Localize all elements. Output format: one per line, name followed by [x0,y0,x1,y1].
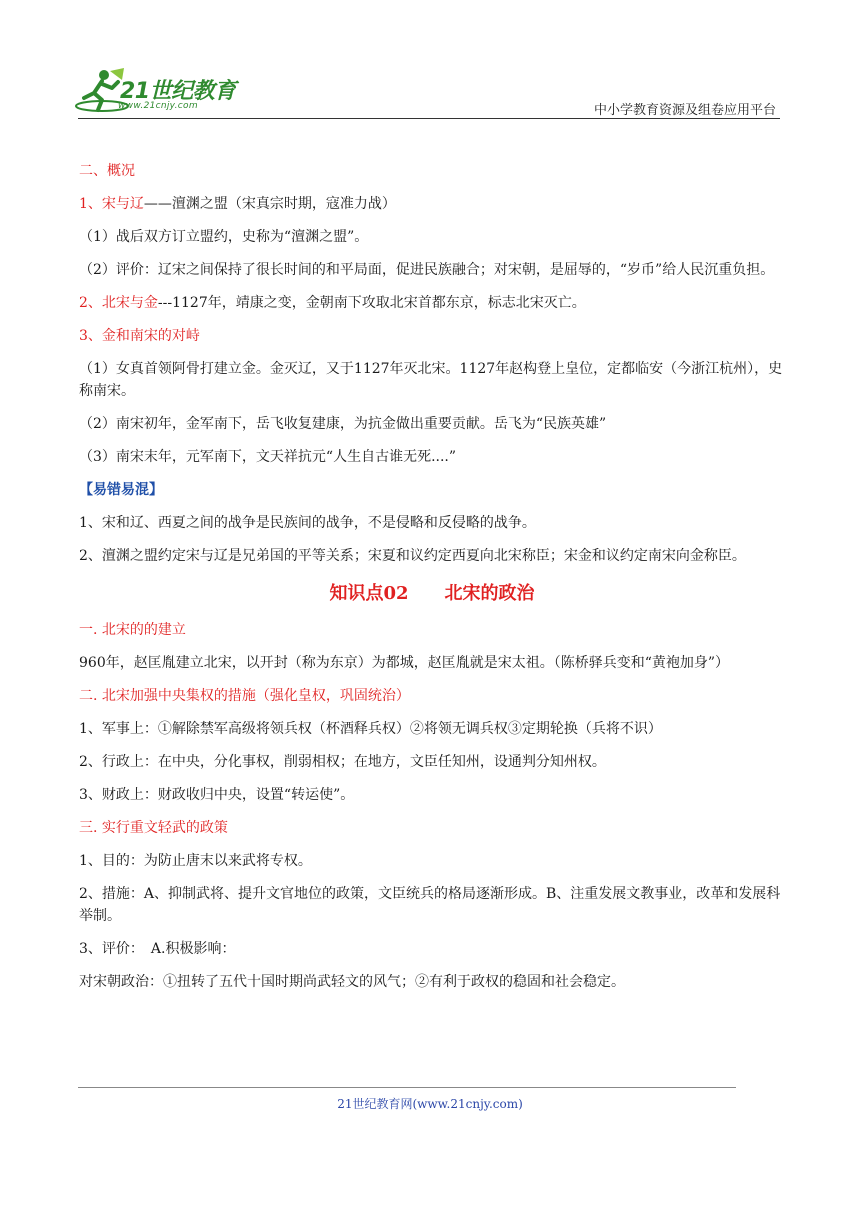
subsection-heading: 一. 北宋的的建立 [79,622,186,638]
list-item: （1）女真首领阿骨打建立金。金灭辽，又于1127年灭北宋。1127年赵构登上皇位，定都临安（今浙江杭州），史称南宋。 [79,361,783,399]
list-item: 1、目的：为防止唐末以来武将专权。 [79,853,312,869]
list-item: 2、措施：A、抑制武将、提升文官地位的政策，文臣统兵的格局逐渐形成。B、注重发展文教事业，改革和发展科举制。 [79,886,781,924]
list-item: 对宋朝政治：①扭转了五代十国时期尚武轻文的风气；②有利于政权的稳固和社会稳定。 [79,974,625,990]
paragraph-song-jin [79,292,785,314]
paragraph-heading-jin-nansong: 3、金和南宋的对峙 [79,328,200,344]
header-divider [78,118,780,119]
list-item: （2）评价：辽宋之间保持了很长时间的和平局面，促进民族融合；对宋朝，是屈辱的，“岁币”给人民沉重负担。 [79,262,775,278]
paragraph-text: ---1127年，靖康之变，金朝南下攻取北宋首都东京，标志北宋灭亡。 [157,295,586,311]
footer-text: 21世纪教育网(www.21cnjy.com) [337,1097,523,1111]
paragraph-heading: 2、北宋与金 [79,295,158,311]
list-item: 2、澶渊之盟约定宋与辽是兄弟国的平等关系；宋夏和议约定西夏向北宋称臣；宋金和议约定南宋向金称臣。 [79,548,746,564]
list-item: （3）南宋末年，元军南下，文天祥抗元“人生自古谁无死....” [79,449,457,465]
paragraph-heading: 1、宋与辽 [79,196,144,212]
list-item: 2、行政上：在中央，分化事权，削弱相权；在地方，文臣任知州，设通判分知州权。 [79,754,606,770]
paragraph-text: ——澶渊之盟（宋真宗时期，寇准力战） [143,196,396,212]
subsection-heading: 二. 北宋加强中央集权的措施（强化皇权，巩固统治） [79,688,410,704]
list-item: （1）战后双方订立盟约，史称为“澶渊之盟”。 [79,229,369,245]
page-header [0,0,860,125]
section-heading-overview: 二、概况 [79,163,135,179]
list-item: 1、宋和辽、西夏之间的战争是民族间的战争，不是侵略和反侵略的战争。 [79,515,536,531]
list-item: 1、军事上：①解除禁军高级将领兵权（杯酒释兵权）②将领无调兵权③定期轮换（兵将不识） [79,721,662,737]
confusion-heading: 【易错易混】 [79,482,163,498]
list-item: 3、评价： A.积极影响： [79,941,236,957]
subsection-heading: 三. 实行重文轻武的政策 [79,820,228,836]
logo-text: 21世纪教育 [120,79,236,104]
document-body [79,160,785,1004]
knowledge-point-title: 知识点02 北宋的政治 [329,583,535,604]
paragraph-song-liao [79,193,785,215]
footer-divider [78,1087,736,1088]
list-item: 3、财政上：财政收归中央，设置“转运使”。 [79,787,355,803]
logo-url: www.21cnjy.com [118,101,198,111]
paragraph-text: 960年，赵匡胤建立北宋，以开封（称为东京）为都城，赵匡胤就是宋太祖。（陈桥驿兵变和“黄袍加身”） [79,655,730,671]
list-item: （2）南宋初年，金军南下，岳飞收复建康，为抗金做出重要贡献。岳飞为“民族英雄” [79,416,607,432]
platform-name: 中小学教育资源及组卷应用平台 [593,103,776,118]
